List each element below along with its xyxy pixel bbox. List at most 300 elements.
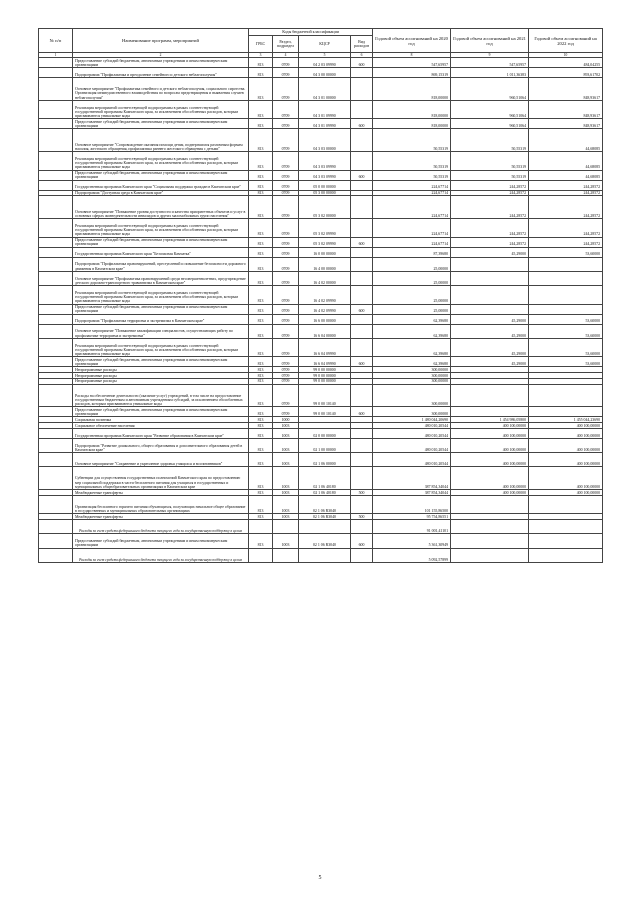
grbs-cell: 813 [249, 129, 273, 152]
vr-cell [351, 257, 373, 271]
csr-cell: 99 0 00 10140 [299, 407, 351, 417]
vr-cell: 600 [351, 237, 373, 247]
column-index: 4 [273, 53, 299, 58]
amount-2021-cell [451, 384, 529, 407]
row-name-cell: Основное мероприятие "Сопровождение оказания помощи детям, подвергшимся различным формам насилия, жестокого обращения, профилактика раннего жестокого обращения с детьми" [73, 129, 249, 152]
csr-cell: 16 6 04 00000 [299, 324, 351, 338]
table-row [39, 58, 603, 68]
vr-cell [351, 384, 373, 407]
amount-2022-cell: 1 455 044,23690 [529, 417, 603, 423]
razdel-cell: 0709 [273, 219, 299, 238]
amount-2022-cell: 244,28572 [529, 196, 603, 219]
table-row [39, 324, 603, 338]
row-number-cell [39, 237, 73, 247]
razdel-cell: 1003 [273, 438, 299, 452]
column-index: 1 [39, 53, 73, 58]
amount-2021-cell: 50,55319 [451, 170, 529, 180]
amount-2022-cell: 53,60000 [529, 314, 603, 324]
razdel-cell: 0709 [273, 378, 299, 384]
grbs-cell: 813 [249, 286, 273, 305]
amount-2021-cell: 1 454 986,05800 [451, 417, 529, 423]
amount-2021-cell [451, 286, 529, 305]
amount-2022-cell [529, 534, 603, 548]
amount-2020-cell: 387 854,34044 [373, 490, 451, 496]
razdel-cell: 1003 [273, 467, 299, 490]
table-row [39, 357, 603, 367]
razdel-cell: 1000 [273, 417, 299, 423]
grbs-cell: 813 [249, 534, 273, 548]
grbs-cell: 813 [249, 180, 273, 190]
amount-2020-cell: 25,00000 [373, 304, 451, 314]
csr-cell: 16 6 04 09990 [299, 357, 351, 367]
amount-2021-cell: 400 100,00000 [451, 438, 529, 452]
amount-2020-cell: 1 480 044,20690 [373, 417, 451, 423]
amount-2022-cell: 244,28572 [529, 180, 603, 190]
grbs-cell: 813 [249, 367, 273, 373]
vr-cell: 600 [351, 58, 373, 68]
header-vr: Вид расходов [351, 36, 373, 53]
amount-2021-cell: 1 011,36383 [451, 68, 529, 78]
amount-2022-cell: 400 100,00000 [529, 428, 603, 438]
amount-2022-cell: 400 100,00000 [529, 423, 603, 429]
row-number-cell [39, 428, 73, 438]
header-year-2022: Годовой объем ассигнований на 2022 год [529, 29, 603, 53]
razdel-cell: 0709 [273, 58, 299, 68]
amount-2022-cell: 400 100,00000 [529, 453, 603, 467]
row-number-cell [39, 467, 73, 490]
razdel-cell: 0709 [273, 338, 299, 357]
vr-cell [351, 438, 373, 452]
amount-2022-cell [529, 548, 603, 562]
grbs-cell: 813 [249, 196, 273, 219]
csr-cell: 16 4 02 09990 [299, 304, 351, 314]
row-name-cell: Предоставление субсидий бюджетным, автономным учреждениям и иным некоммерческим организациям [73, 58, 249, 68]
row-name-cell: Межбюджетные трансферты [73, 514, 249, 520]
vr-cell: 600 [351, 170, 373, 180]
grbs-cell: 813 [249, 190, 273, 196]
razdel-cell: 1003 [273, 495, 299, 514]
vr-cell [351, 428, 373, 438]
row-name-cell: Реализация мероприятий соответствующей подпрограммы в рамках соответствующей государственной программы Камчатского края, за исключением обособленных расходов, которым присваиваются уникальные коды [73, 100, 249, 119]
razdel-cell: 0709 [273, 129, 299, 152]
amount-2021-cell: 547,65957 [451, 58, 529, 68]
table-row [39, 152, 603, 171]
row-number-cell [39, 304, 73, 314]
razdel-cell: 0709 [273, 190, 299, 196]
csr-cell: 02 1 06 R3040 [299, 495, 351, 514]
amount-2022-cell [529, 384, 603, 407]
vr-cell [351, 180, 373, 190]
amount-2022-cell: 400 100,00000 [529, 467, 603, 490]
amount-2020-cell: 224,67714 [373, 219, 451, 238]
vr-cell: 600 [351, 357, 373, 367]
csr-cell: 16 4 02 00000 [299, 271, 351, 285]
row-number-cell [39, 257, 73, 271]
row-name-cell: Основное мероприятие "Сохранение и укрепление здоровья учащихся и воспитанников" [73, 453, 249, 467]
budget-table [38, 28, 603, 563]
vr-cell: 600 [351, 407, 373, 417]
row-number-cell [39, 247, 73, 257]
amount-2020-cell: 50,55319 [373, 129, 451, 152]
row-number-cell [39, 338, 73, 357]
row-name-cell: Основное мероприятие "Повышение квалификации специалистов, осуществляющих работу по профилактике терроризма и экстремизма" [73, 324, 249, 338]
csr-cell: 04 3 03 09990 [299, 152, 351, 171]
amount-2022-cell [529, 407, 603, 417]
table-row [39, 100, 603, 119]
grbs-cell [249, 520, 273, 534]
amount-2020-cell: 300,00000 [373, 384, 451, 407]
row-number-cell [39, 314, 73, 324]
amount-2020-cell: 480 010,20544 [373, 438, 451, 452]
row-name-cell: Основное мероприятие "Профилактика семейного и детского неблагополучия, социального сиротства. Организация межведомственного взаимодействия по вопросам предотвращения и выявления случаев неблагополучия" [73, 78, 249, 101]
amount-2021-cell [451, 534, 529, 548]
amount-2022-cell: 44,68085 [529, 152, 603, 171]
grbs-cell: 813 [249, 304, 273, 314]
amount-2022-cell: 893,61702 [529, 68, 603, 78]
row-name-cell: Государственная программа Камчатского края "Безопасная Камчатка" [73, 247, 249, 257]
row-number-cell [39, 534, 73, 548]
vr-cell [351, 68, 373, 78]
amount-2022-cell [529, 286, 603, 305]
csr-cell: 02 1 06 R3040 [299, 534, 351, 548]
csr-cell: 02 1 00 00000 [299, 438, 351, 452]
amount-2022-cell [529, 304, 603, 314]
column-index: 10 [529, 53, 603, 58]
row-name-cell: Расходы на обеспечение деятельности (оказание услуг) учреждений, в том числе на предоставление государственным бюджетным и автономным учреждениям субсидий, за исключением обособленных расходов, которым присваиваются уникальные коды [73, 384, 249, 407]
row-name-cell: Непрограммные расходы [73, 378, 249, 384]
table-row [39, 438, 603, 452]
amount-2022-cell: 53,60000 [529, 324, 603, 338]
column-index: 8 [373, 53, 451, 58]
budget-table-sheet [38, 28, 602, 563]
table-row [39, 453, 603, 467]
amount-2022-cell: 53,60000 [529, 247, 603, 257]
amount-2020-cell: 25,00000 [373, 286, 451, 305]
grbs-cell: 813 [249, 490, 273, 496]
razdel-cell: 0709 [273, 237, 299, 247]
razdel-cell: 0709 [273, 247, 299, 257]
vr-cell [351, 520, 373, 534]
vr-cell [351, 152, 373, 171]
csr-cell: 04 2 03 09990 [299, 58, 351, 68]
amount-2021-cell: 244,28572 [451, 196, 529, 219]
row-number-cell [39, 119, 73, 129]
amount-2020-cell: 818,00000 [373, 119, 451, 129]
row-name-cell: Государственная программа Камчатского края "Развитие образования в Камчатском крае" [73, 428, 249, 438]
csr-cell: 04 3 03 00000 [299, 129, 351, 152]
amount-2020-cell: 224,67714 [373, 237, 451, 247]
razdel-cell: 0709 [273, 357, 299, 367]
razdel-cell: 0709 [273, 170, 299, 180]
grbs-cell: 813 [249, 428, 273, 438]
amount-2021-cell: 244,28572 [451, 237, 529, 247]
razdel-cell [273, 520, 299, 534]
amount-2022-cell: 53,60000 [529, 338, 603, 357]
razdel-cell: 1003 [273, 534, 299, 548]
table-row [39, 170, 603, 180]
grbs-cell: 813 [249, 58, 273, 68]
header-codes: Коды бюджетной классификации [249, 29, 373, 36]
razdel-cell: 0709 [273, 304, 299, 314]
row-name-cell: Предоставление субсидий бюджетным, автономным учреждениям и иным некоммерческим организациям [73, 304, 249, 314]
amount-2020-cell: 91 001,41101 [373, 520, 451, 534]
amount-2021-cell: 50,55319 [451, 129, 529, 152]
header-number: № п/п [39, 29, 73, 53]
amount-2021-cell: 960,51064 [451, 100, 529, 119]
grbs-cell: 813 [249, 78, 273, 101]
row-number-cell [39, 129, 73, 152]
razdel-cell: 1003 [273, 423, 299, 429]
grbs-cell: 813 [249, 170, 273, 180]
page-number: 5 [318, 875, 322, 881]
vr-cell [351, 495, 373, 514]
csr-cell: 16 4 02 09990 [299, 286, 351, 305]
csr-cell: 05 3 02 09990 [299, 237, 351, 247]
grbs-cell: 813 [249, 423, 273, 429]
table-row [39, 384, 603, 407]
amount-2020-cell: 50,55319 [373, 170, 451, 180]
amount-2022-cell: 244,28572 [529, 219, 603, 238]
csr-cell: 04 3 01 00000 [299, 78, 351, 101]
table-row [39, 304, 603, 314]
csr-cell: 05 3 02 00000 [299, 196, 351, 219]
csr-cell: 16 6 04 09990 [299, 338, 351, 357]
row-number-cell [39, 286, 73, 305]
amount-2021-cell: 400 100,00000 [451, 467, 529, 490]
grbs-cell: 813 [249, 453, 273, 467]
razdel-cell: 0709 [273, 152, 299, 171]
amount-2022-cell: 44,68085 [529, 170, 603, 180]
row-number-cell [39, 453, 73, 467]
amount-2020-cell: 300,00000 [373, 378, 451, 384]
table-row [39, 247, 603, 257]
amount-2022-cell [529, 271, 603, 285]
razdel-cell: 0709 [273, 100, 299, 119]
amount-2021-cell: 244,28572 [451, 180, 529, 190]
razdel-cell: 0709 [273, 119, 299, 129]
row-name-cell: Предоставление субсидий бюджетным, автономным учреждениям и иным некоммерческим организациям [73, 407, 249, 417]
amount-2022-cell: 53,60000 [529, 357, 603, 367]
row-number-cell [39, 324, 73, 338]
vr-cell: 600 [351, 119, 373, 129]
vr-cell [351, 196, 373, 219]
amount-2021-cell [451, 407, 529, 417]
row-number-cell [39, 357, 73, 367]
vr-cell [351, 247, 373, 257]
grbs-cell: 813 [249, 68, 273, 78]
amount-2022-cell: 484,04255 [529, 58, 603, 68]
amount-2020-cell: 224,67714 [373, 196, 451, 219]
grbs-cell: 813 [249, 467, 273, 490]
amount-2020-cell: 95 754,86551 [373, 514, 451, 520]
amount-2022-cell [529, 495, 603, 514]
amount-2022-cell: 244,28572 [529, 237, 603, 247]
row-name-cell: Межбюджетные трансферты [73, 490, 249, 496]
csr-cell [299, 520, 351, 534]
csr-cell: 16 0 00 00000 [299, 247, 351, 257]
row-number-cell [39, 219, 73, 238]
header-name: Наименование программ, мероприятий [73, 29, 249, 53]
grbs-cell: 813 [249, 407, 273, 417]
amount-2020-cell: 387 854,34044 [373, 467, 451, 490]
csr-cell: 05 3 02 09990 [299, 219, 351, 238]
amount-2020-cell: 87,39680 [373, 247, 451, 257]
amount-2021-cell [451, 520, 529, 534]
amount-2020-cell: 101 155,86500 [373, 495, 451, 514]
csr-cell: 04 3 01 09990 [299, 119, 351, 129]
amount-2020-cell: 300,00000 [373, 373, 451, 379]
vr-cell [351, 271, 373, 285]
row-name-cell: Организация бесплатного горячего питания обучающихся, получающих начальное общее образование в государственных и муниципальных образовательных организациях [73, 495, 249, 514]
grbs-cell: 813 [249, 237, 273, 247]
vr-cell [351, 100, 373, 119]
vr-cell [351, 338, 373, 357]
csr-cell: 02 1 06 00000 [299, 453, 351, 467]
razdel-cell [273, 548, 299, 562]
csr-cell: 04 3 01 09990 [299, 100, 351, 119]
row-name-cell: Предоставление субсидий бюджетным, автономным учреждениям и иным некоммерческим организациям [73, 119, 249, 129]
csr-cell: 02 1 06 40180 [299, 490, 351, 496]
row-name-cell: Государственная программа Камчатского края "Социальная поддержка граждан в Камчатском крае" [73, 180, 249, 190]
amount-2020-cell: 480 010,20544 [373, 453, 451, 467]
table-row [39, 548, 603, 562]
row-note-cell: Расходы за счет средств федерального бюджета текущего года за государственную поддержку в целом [73, 548, 249, 562]
table-row [39, 495, 603, 514]
row-note-cell: Расходы за счет средств федерального бюджета текущего года за государственную поддержку в целом [73, 520, 249, 534]
razdel-cell: 0709 [273, 257, 299, 271]
row-name-cell: Предоставление субсидий бюджетным, автономным учреждениям и иным некоммерческим организациям [73, 534, 249, 548]
amount-2021-cell: 400 100,00000 [451, 428, 529, 438]
razdel-cell: 0709 [273, 407, 299, 417]
row-name-cell: Предоставление субсидий бюджетным, автономным учреждениям и иным некоммерческим организациям [73, 237, 249, 247]
row-number-cell [39, 407, 73, 417]
grbs-cell: 813 [249, 324, 273, 338]
amount-2022-cell: 400 100,00000 [529, 490, 603, 496]
csr-cell: 99 0 00 10140 [299, 384, 351, 407]
row-name-cell: Реализация мероприятий соответствующей подпрограммы в рамках соответствующей государственной программы Камчатского края, за исключением обособленных расходов, которым присваиваются уникальные коды [73, 338, 249, 357]
row-name-cell: Предоставление субсидий бюджетным, автономным учреждениям и иным некоммерческим организациям [73, 170, 249, 180]
grbs-cell: 813 [249, 314, 273, 324]
column-index: 3 [249, 53, 273, 58]
table-row [39, 219, 603, 238]
row-name-cell: Подпрограмма "Доступная среда в Камчатском крае" [73, 190, 249, 196]
amount-2021-cell: 400 100,00000 [451, 490, 529, 496]
amount-2021-cell: 45,29000 [451, 247, 529, 257]
row-number-cell [39, 68, 73, 78]
razdel-cell: 0709 [273, 180, 299, 190]
amount-2020-cell: 224,67714 [373, 180, 451, 190]
csr-cell: 02 0 00 00000 [299, 428, 351, 438]
row-name-cell: Подпрограмма "Профилактика правонарушений, преступлений и повышение безопасности дорожного движения в Камчатском крае" [73, 257, 249, 271]
csr-cell: 16 4 00 00000 [299, 257, 351, 271]
razdel-cell: 0709 [273, 373, 299, 379]
amount-2021-cell: 960,51064 [451, 78, 529, 101]
row-name-cell: Реализация мероприятий соответствующей подпрограммы в рамках соответствующей государственной программы Камчатского края, за исключением обособленных расходов, которым присваиваются уникальные коды [73, 152, 249, 171]
amount-2022-cell: 44,68085 [529, 129, 603, 152]
amount-2022-cell: 848,93617 [529, 78, 603, 101]
row-name-cell: Реализация мероприятий соответствующей подпрограммы в рамках соответствующей государственной программы Камчатского края, за исключением обособленных расходов, которым присваиваются уникальные коды [73, 286, 249, 305]
amount-2020-cell: 62,39680 [373, 314, 451, 324]
table-row [39, 271, 603, 285]
vr-cell [351, 548, 373, 562]
table-row [39, 534, 603, 548]
row-number-cell [39, 78, 73, 101]
row-name-cell: Социальная политика [73, 417, 249, 423]
grbs-cell: 813 [249, 100, 273, 119]
razdel-cell: 0709 [273, 367, 299, 373]
row-name-cell: Непрограммные расходы [73, 367, 249, 373]
csr-cell: 16 6 00 00000 [299, 314, 351, 324]
table-row [39, 196, 603, 219]
razdel-cell: 0709 [273, 78, 299, 101]
amount-2020-cell: 480 010,20544 [373, 423, 451, 429]
table-row [39, 180, 603, 190]
table-row [39, 68, 603, 78]
amount-2020-cell: 5 361,30949 [373, 534, 451, 548]
razdel-cell: 0709 [273, 271, 299, 285]
amount-2020-cell: 818,00000 [373, 100, 451, 119]
amount-2021-cell: 400 100,00000 [451, 453, 529, 467]
row-number-cell [39, 152, 73, 171]
amount-2020-cell: 62,39680 [373, 324, 451, 338]
csr-cell: 05 0 00 00000 [299, 180, 351, 190]
column-index: 6 [351, 53, 373, 58]
amount-2021-cell: 50,55319 [451, 152, 529, 171]
grbs-cell: 813 [249, 357, 273, 367]
table-row [39, 257, 603, 271]
razdel-cell: 1003 [273, 428, 299, 438]
vr-cell: 600 [351, 304, 373, 314]
header-year-2020: Годовой объем ассигнований на 2020 год [373, 29, 451, 53]
grbs-cell: 813 [249, 152, 273, 171]
row-number-cell [39, 520, 73, 534]
row-name-cell: Непрограммные расходы [73, 373, 249, 379]
row-number-cell [39, 58, 73, 68]
razdel-cell: 0709 [273, 314, 299, 324]
amount-2021-cell: 960,51064 [451, 119, 529, 129]
amount-2021-cell: 45,29000 [451, 324, 529, 338]
razdel-cell: 0709 [273, 68, 299, 78]
amount-2021-cell: 400 100,00000 [451, 423, 529, 429]
amount-2020-cell: 62,39680 [373, 338, 451, 357]
amount-2020-cell: 300,00000 [373, 407, 451, 417]
amount-2020-cell: 547,65957 [373, 58, 451, 68]
amount-2020-cell: 224,67714 [373, 190, 451, 196]
row-number-cell [39, 438, 73, 452]
table-row [39, 129, 603, 152]
amount-2021-cell [451, 548, 529, 562]
table-row [39, 407, 603, 417]
row-number-cell [39, 548, 73, 562]
column-index: 5 [299, 53, 351, 58]
header-csr: КЦСР [299, 36, 351, 53]
table-row [39, 119, 603, 129]
grbs-cell: 813 [249, 378, 273, 384]
grbs-cell: 813 [249, 373, 273, 379]
amount-2022-cell: 848,93617 [529, 100, 603, 119]
row-name-cell: Субвенции для осуществления государственных полномочий Камчатского края по предоставлению мер социальной поддержки в части бесплатного питания для учащихся в государственных и муниципальных общеобразовательных организациях в Камчатском крае [73, 467, 249, 490]
grbs-cell: 813 [249, 417, 273, 423]
amount-2022-cell [529, 257, 603, 271]
grbs-cell: 813 [249, 271, 273, 285]
amount-2022-cell [529, 520, 603, 534]
row-name-cell: Основное мероприятие "Повышение уровня доступности и качества приоритетных объектов и услуг в основных сферах жизнедеятельности инвалидов и других маломобильных групп населения" [73, 196, 249, 219]
amount-2020-cell: 480 010,20544 [373, 428, 451, 438]
table-row [39, 314, 603, 324]
table-row [39, 286, 603, 305]
table-row [39, 237, 603, 247]
table-row [39, 428, 603, 438]
